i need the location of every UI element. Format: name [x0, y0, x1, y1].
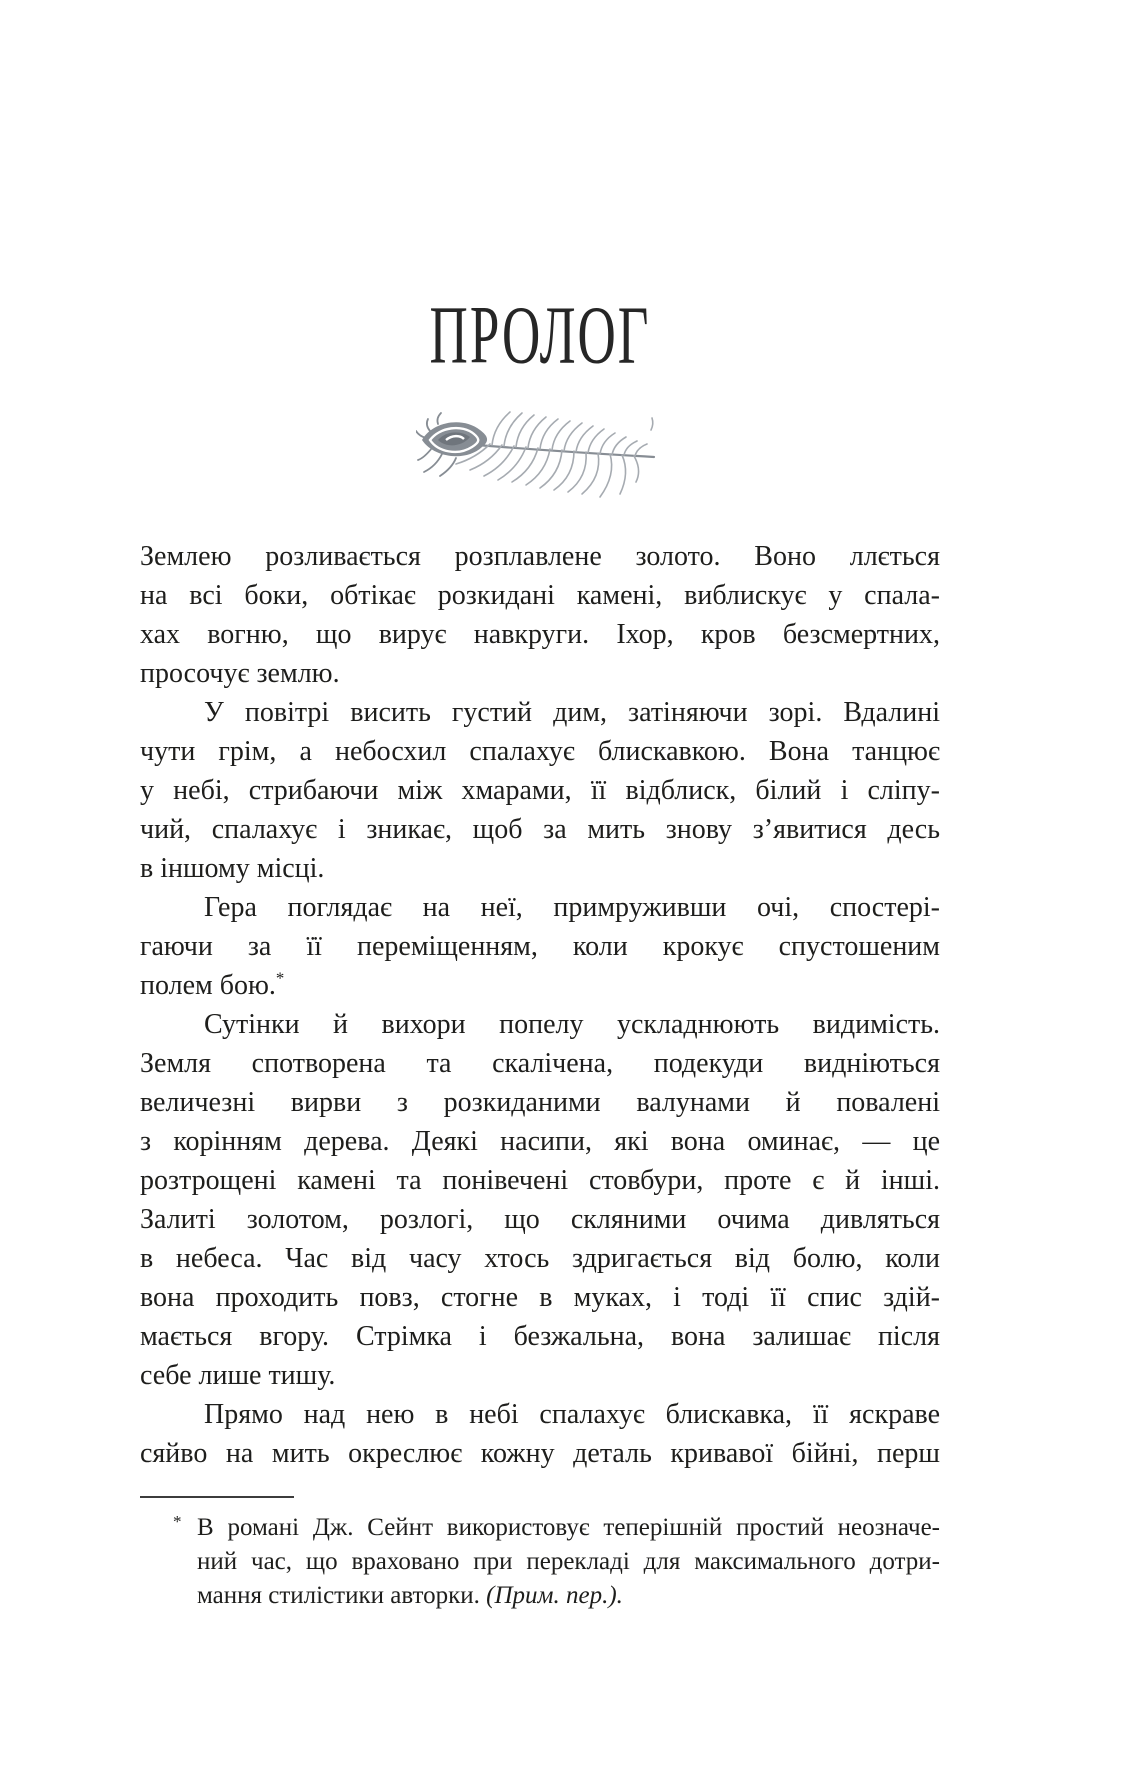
- footnote-divider: [140, 1496, 294, 1498]
- paragraph: [140, 1005, 940, 1395]
- text-line: в іншому місці.: [140, 853, 325, 884]
- text-line: Прямо над нею в небі спалахує блискавка, її яскраве: [204, 1399, 940, 1430]
- footnote: [140, 1511, 940, 1613]
- body-text: [140, 537, 940, 1473]
- footnote-text: [197, 1511, 940, 1613]
- text-line: В романі Дж. Сейнт використовує теперішній простий неозначе-: [197, 1514, 940, 1541]
- text-line: Сутінки й вихори попелу ускладнюють видимість.: [204, 1009, 940, 1040]
- text-line: у небі, стрибаючи між хмарами, її відблиск, білий і сліпу-: [140, 775, 940, 806]
- paragraph: [140, 888, 940, 1005]
- text-line: чий, спалахує і зникає, щоб за мить знову з’явитися десь: [140, 814, 940, 845]
- text-line: У повітрі висить густий дим, затіняючи зорі. Вдалині: [204, 697, 940, 728]
- text-line: Залиті золотом, розлогі, що скляними очима дивляться: [140, 1204, 940, 1235]
- text-line: себе лише тишу.: [140, 1360, 336, 1391]
- text-line: розтрощені камені та понівечені стовбури, проте є й інші.: [140, 1165, 940, 1196]
- text-line: в небеса. Час від часу хтось здригається від болю, коли: [140, 1243, 940, 1274]
- text-line: Землею розливається розплавлене золото. Воно ллється: [140, 541, 940, 572]
- text-line: на всі боки, обтікає розкидані камені, виблискує у спала-: [140, 580, 940, 611]
- text-line: гаючи за її переміщенням, коли крокує спустошеним: [140, 931, 940, 962]
- footnote-area: [140, 1496, 940, 1613]
- text-line: мається вгору. Стрімка і безжальна, вона залишає після: [140, 1321, 940, 1352]
- text-line: ний час, що враховано при перекладі для максимального дотри-: [197, 1548, 940, 1575]
- text-line: сяйво на мить окреслює кожну деталь кривавої бійні, перш: [140, 1438, 940, 1469]
- feather-ornament: [416, 410, 662, 506]
- text-line: чути грім, а небосхил спалахує блискавкою. Вона танцює: [140, 736, 940, 767]
- text-line: вона проходить повз, стогне в муках, і тоді її спис здій-: [140, 1282, 940, 1313]
- text-line: мання стилістики авторки. (Прим. пер.).: [197, 1582, 623, 1609]
- paragraph: [140, 1395, 940, 1473]
- footnote-marker: *: [173, 1512, 182, 1531]
- paragraph: [140, 693, 940, 888]
- text-line: величезні вирви з розкиданими валунами й повалені: [140, 1087, 940, 1118]
- text-line: з корінням дерева. Деякі насипи, які вона оминає, — це: [140, 1126, 940, 1157]
- text-line: хах вогню, що вирує навкруги. Іхор, кров безсмертних,: [140, 619, 940, 650]
- text-line: Земля спотворена та скалічена, подекуди видніються: [140, 1048, 940, 1079]
- text-line: Гера поглядає на неї, примруживши очі, спостері-: [204, 892, 940, 923]
- paragraph: [140, 537, 940, 693]
- chapter-title: ПРОЛОГ: [429, 291, 651, 382]
- text-line: просочує землю.: [140, 658, 340, 689]
- text-line: полем бою.*: [140, 968, 285, 1001]
- peacock-feather-icon: [416, 410, 662, 506]
